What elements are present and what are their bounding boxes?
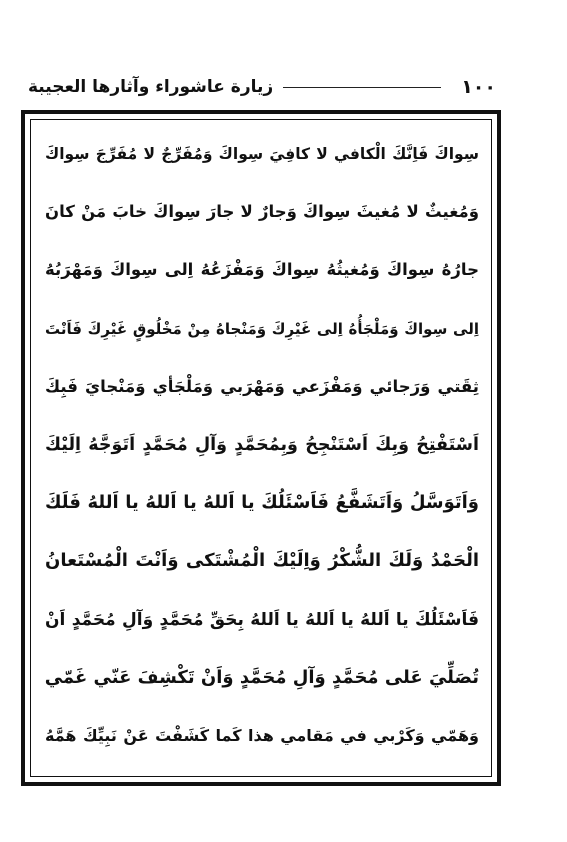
text-line: اَسْتَفْتِحُ وَبِكَ اَسْتَنْجِحُ وَبِمُحَمَّدٍ وَآلِ مُحَمَّدٍ اَتَوَجَّهُ اِلَيْكَ (45, 434, 479, 455)
text-line: وَهَمّي وَكَرْبي في مَقامي هذا كَما كَشَفْتَ عَنْ نَبِيِّكَ هَمَّهُ (45, 725, 479, 745)
prayer-text (45, 134, 479, 764)
running-title: زيارة عاشوراء وآثارها العجيبة (28, 77, 274, 97)
text-line: تُصَلِّيَ عَلى مُحَمَّدٍ وَآلِ مُحَمَّدٍ وَاَنْ تَكْشِفَ عَنّي غَمّي (45, 666, 479, 688)
text-frame-inner (30, 119, 492, 777)
text-line: وَاَتَوَسَّلُ وَاَتَشَفَّعُ فَاَسْئَلُكَ يا اَللهُ يا اَللهُ يا اَللهُ فَلَكَ (45, 492, 479, 514)
header-rule (283, 87, 441, 88)
text-frame-outer (21, 110, 501, 786)
text-line: جارُهُ سِواكَ وَمُغيثُهُ سِواكَ وَمَفْزَعُهُ اِلى سِواكَ وَمَهْرَبُهُ (45, 260, 479, 280)
text-line: سِواكَ فَاِنَّكَ الْكافي لا كافِيَ سِواكَ وَمُفَرِّجٌ لا مُفَرِّجَ سِواكَ (45, 145, 479, 163)
page-number: ١٠٠ (461, 76, 496, 98)
text-line: اِلى سِواكَ وَمَلْجَأُهُ اِلى غَيْرِكَ وَمَنْجاهُ مِنْ مَخْلُوقٍ غَيْرِكَ فَاَنْتَ (45, 319, 479, 338)
text-line: الْحَمْدُ وَلَكَ الشُّكْرُ وَاِلَيْكَ الْمُشْتَكى وَاَنْتَ الْمُسْتَعانُ (45, 550, 479, 572)
page-header (28, 72, 496, 102)
text-line: وَمُغيثٌ لا مُغيثَ سِواكَ وَجارٌ لا جارَ سِواكَ خابَ مَنْ كانَ (45, 202, 479, 222)
text-line: فَاَسْئَلُكَ يا اَللهُ يا اَللهُ يا اَللهُ بِحَقِّ مُحَمَّدٍ وَآلِ مُحَمَّدٍ اَنْ (45, 609, 479, 630)
text-line: ثِقَتي وَرَجائي وَمَفْزَعي وَمَهْرَبي وَمَلْجَأي وَمَنْجايَ فَبِكَ (45, 376, 479, 396)
